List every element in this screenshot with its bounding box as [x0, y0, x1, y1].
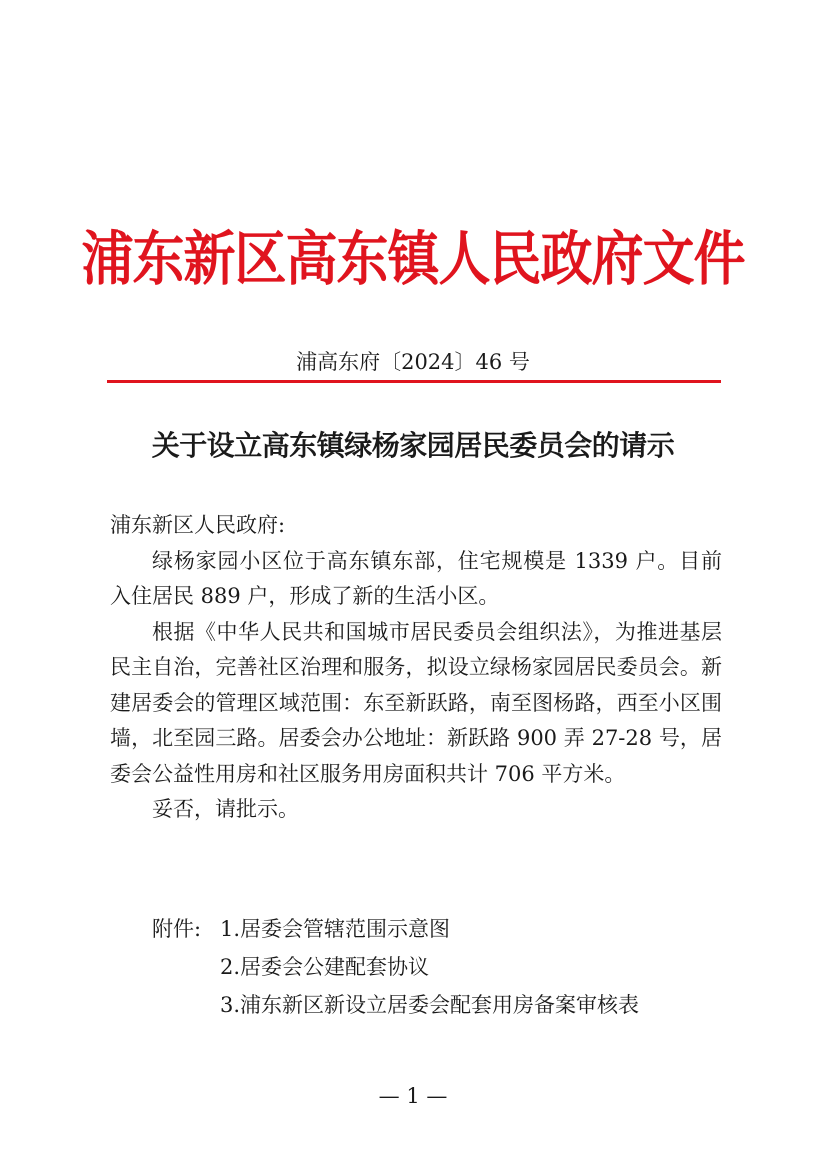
attachment-row [152, 986, 639, 1024]
page-number: — 1 — [378, 1084, 448, 1108]
attachment-row [152, 948, 639, 986]
document-body [110, 508, 722, 828]
attachment-row [152, 910, 639, 948]
salutation: 浦东新区人民政府: [110, 513, 286, 537]
paragraph-establishment-details: 根据《中华人民共和国城市居民委员会组织法》，为推进基层民主自治，完善社区治理和服务，拟设立绿杨家园居民委员会。新建居委会的管理区域范围：东至新跃路，南至图杨路，西至小区围墙，北至园三路。居委会办公地址：新跃路 900 弄 27-28 号，居委会公益性用房和社区服务用房面积共计 706 平方米。 [110, 619, 722, 786]
attachment-item: 2.居委会公建配套协议 [220, 955, 430, 979]
document-number: 浦高东府〔2024〕46 号 [296, 350, 530, 374]
paragraph-residence-scale: 绿杨家园小区位于高东镇东部，住宅规模是 1339 户。目前入住居民 889 户，形成了新的生活小区。 [110, 548, 722, 608]
attachments-list [152, 910, 639, 1024]
issuing-authority-title: 浦东新区高东镇人民政府文件 [81, 225, 745, 294]
document-subject: 关于设立高东镇绿杨家园居民委员会的请示 [151, 429, 675, 462]
paragraph-closing-request: 妥否，请批示。 [152, 797, 299, 821]
attachments-label: 附件: [152, 917, 202, 941]
attachment-item: 3.浦东新区新设立居委会配套用房备案审核表 [220, 993, 640, 1017]
red-separator-line [107, 380, 721, 383]
attachment-item: 1.居委会管辖范围示意图 [220, 917, 451, 941]
